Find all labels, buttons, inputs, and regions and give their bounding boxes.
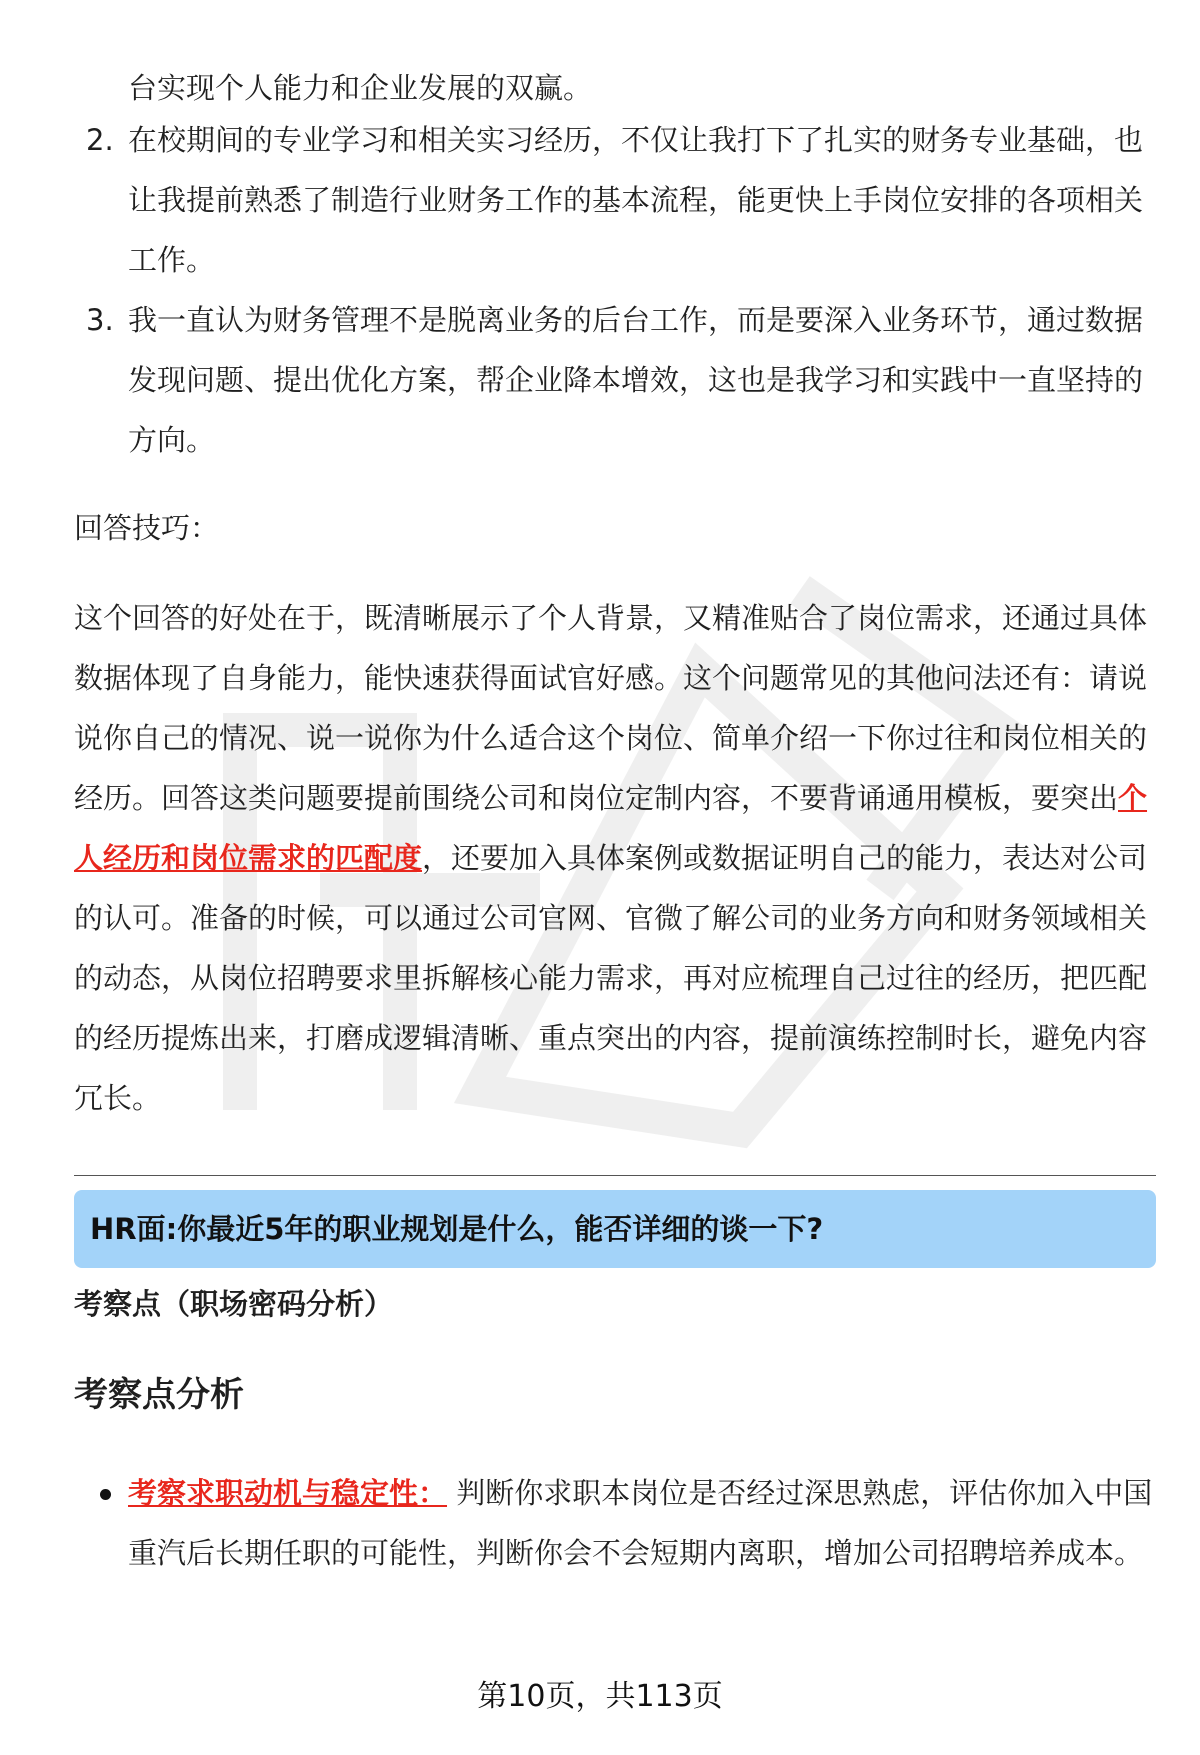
bullet-dot-icon bbox=[100, 1489, 111, 1500]
sub-title: 考察点（职场密码分析） bbox=[74, 1287, 394, 1321]
tips-highlight: 个人经历和岗位需求的匹配度 bbox=[74, 781, 1148, 875]
bullet-label: 考察求职动机与稳定性： bbox=[128, 1476, 448, 1510]
question-banner: HR面:你最近5年的职业规划是什么，能否详细的谈一下? bbox=[74, 1190, 1156, 1268]
list-item bbox=[74, 290, 1156, 470]
bullet-item bbox=[74, 1463, 1156, 1583]
section-title: 考察点分析 bbox=[74, 1375, 244, 1415]
list-number: 2. bbox=[86, 123, 114, 157]
numbered-list bbox=[74, 110, 1156, 470]
bullet-text: 判断你求职本岗位是否经过深思熟虑，评估你加入中国重汽后长期任职的可能性，判断你会不会短期内离职，增加公司招聘培养成本。 bbox=[128, 1476, 1153, 1570]
page-footer: 第10页，共113页 bbox=[477, 1679, 723, 1714]
list-number: 3. bbox=[86, 303, 114, 337]
tips-text-after: ，还要加入具体案例或数据证明自己的能力，表达对公司的认可。准备的时候，可以通过公司官网、官微了解公司的业务方向和财务领域相关的动态，从岗位招聘要求里拆解核心能力需求，再对应梳理自己过往的经历，把匹配的经历提炼出来，打磨成逻辑清晰、重点突出的内容，提前演练控制时长，避免内容冗长。 bbox=[74, 841, 1148, 1115]
bullet-list bbox=[74, 1463, 1156, 1583]
tips-title: 回答技巧： bbox=[74, 511, 220, 545]
tips-text-before: 这个回答的好处在于，既清晰展示了个人背景，又精准贴合了岗位需求，还通过具体数据体现了自身能力，能快速获得面试官好感。这个问题常见的其他问法还有：请说说你自己的情况、说一说你为什么适合这个岗位、简单介绍一下你过往和岗位相关的经历。回答这类问题要提前围绕公司和岗位定制内容，不要背诵通用模板，要突出 bbox=[74, 601, 1148, 815]
section-divider bbox=[74, 1175, 1156, 1176]
continuation-line: 台实现个人能力和企业发展的双赢。 bbox=[128, 71, 593, 105]
list-item-text: 在校期间的专业学习和相关实习经历，不仅让我打下了扎实的财务专业基础，也让我提前熟悉了制造行业财务工作的基本流程，能更快上手岗位安排的各项相关工作。 bbox=[128, 123, 1144, 277]
tips-body bbox=[74, 588, 1156, 1128]
list-item-text: 我一直认为财务管理不是脱离业务的后台工作，而是要深入业务环节，通过数据发现问题、提出优化方案，帮企业降本增效，这也是我学习和实践中一直坚持的方向。 bbox=[128, 303, 1144, 457]
list-item bbox=[74, 110, 1156, 290]
